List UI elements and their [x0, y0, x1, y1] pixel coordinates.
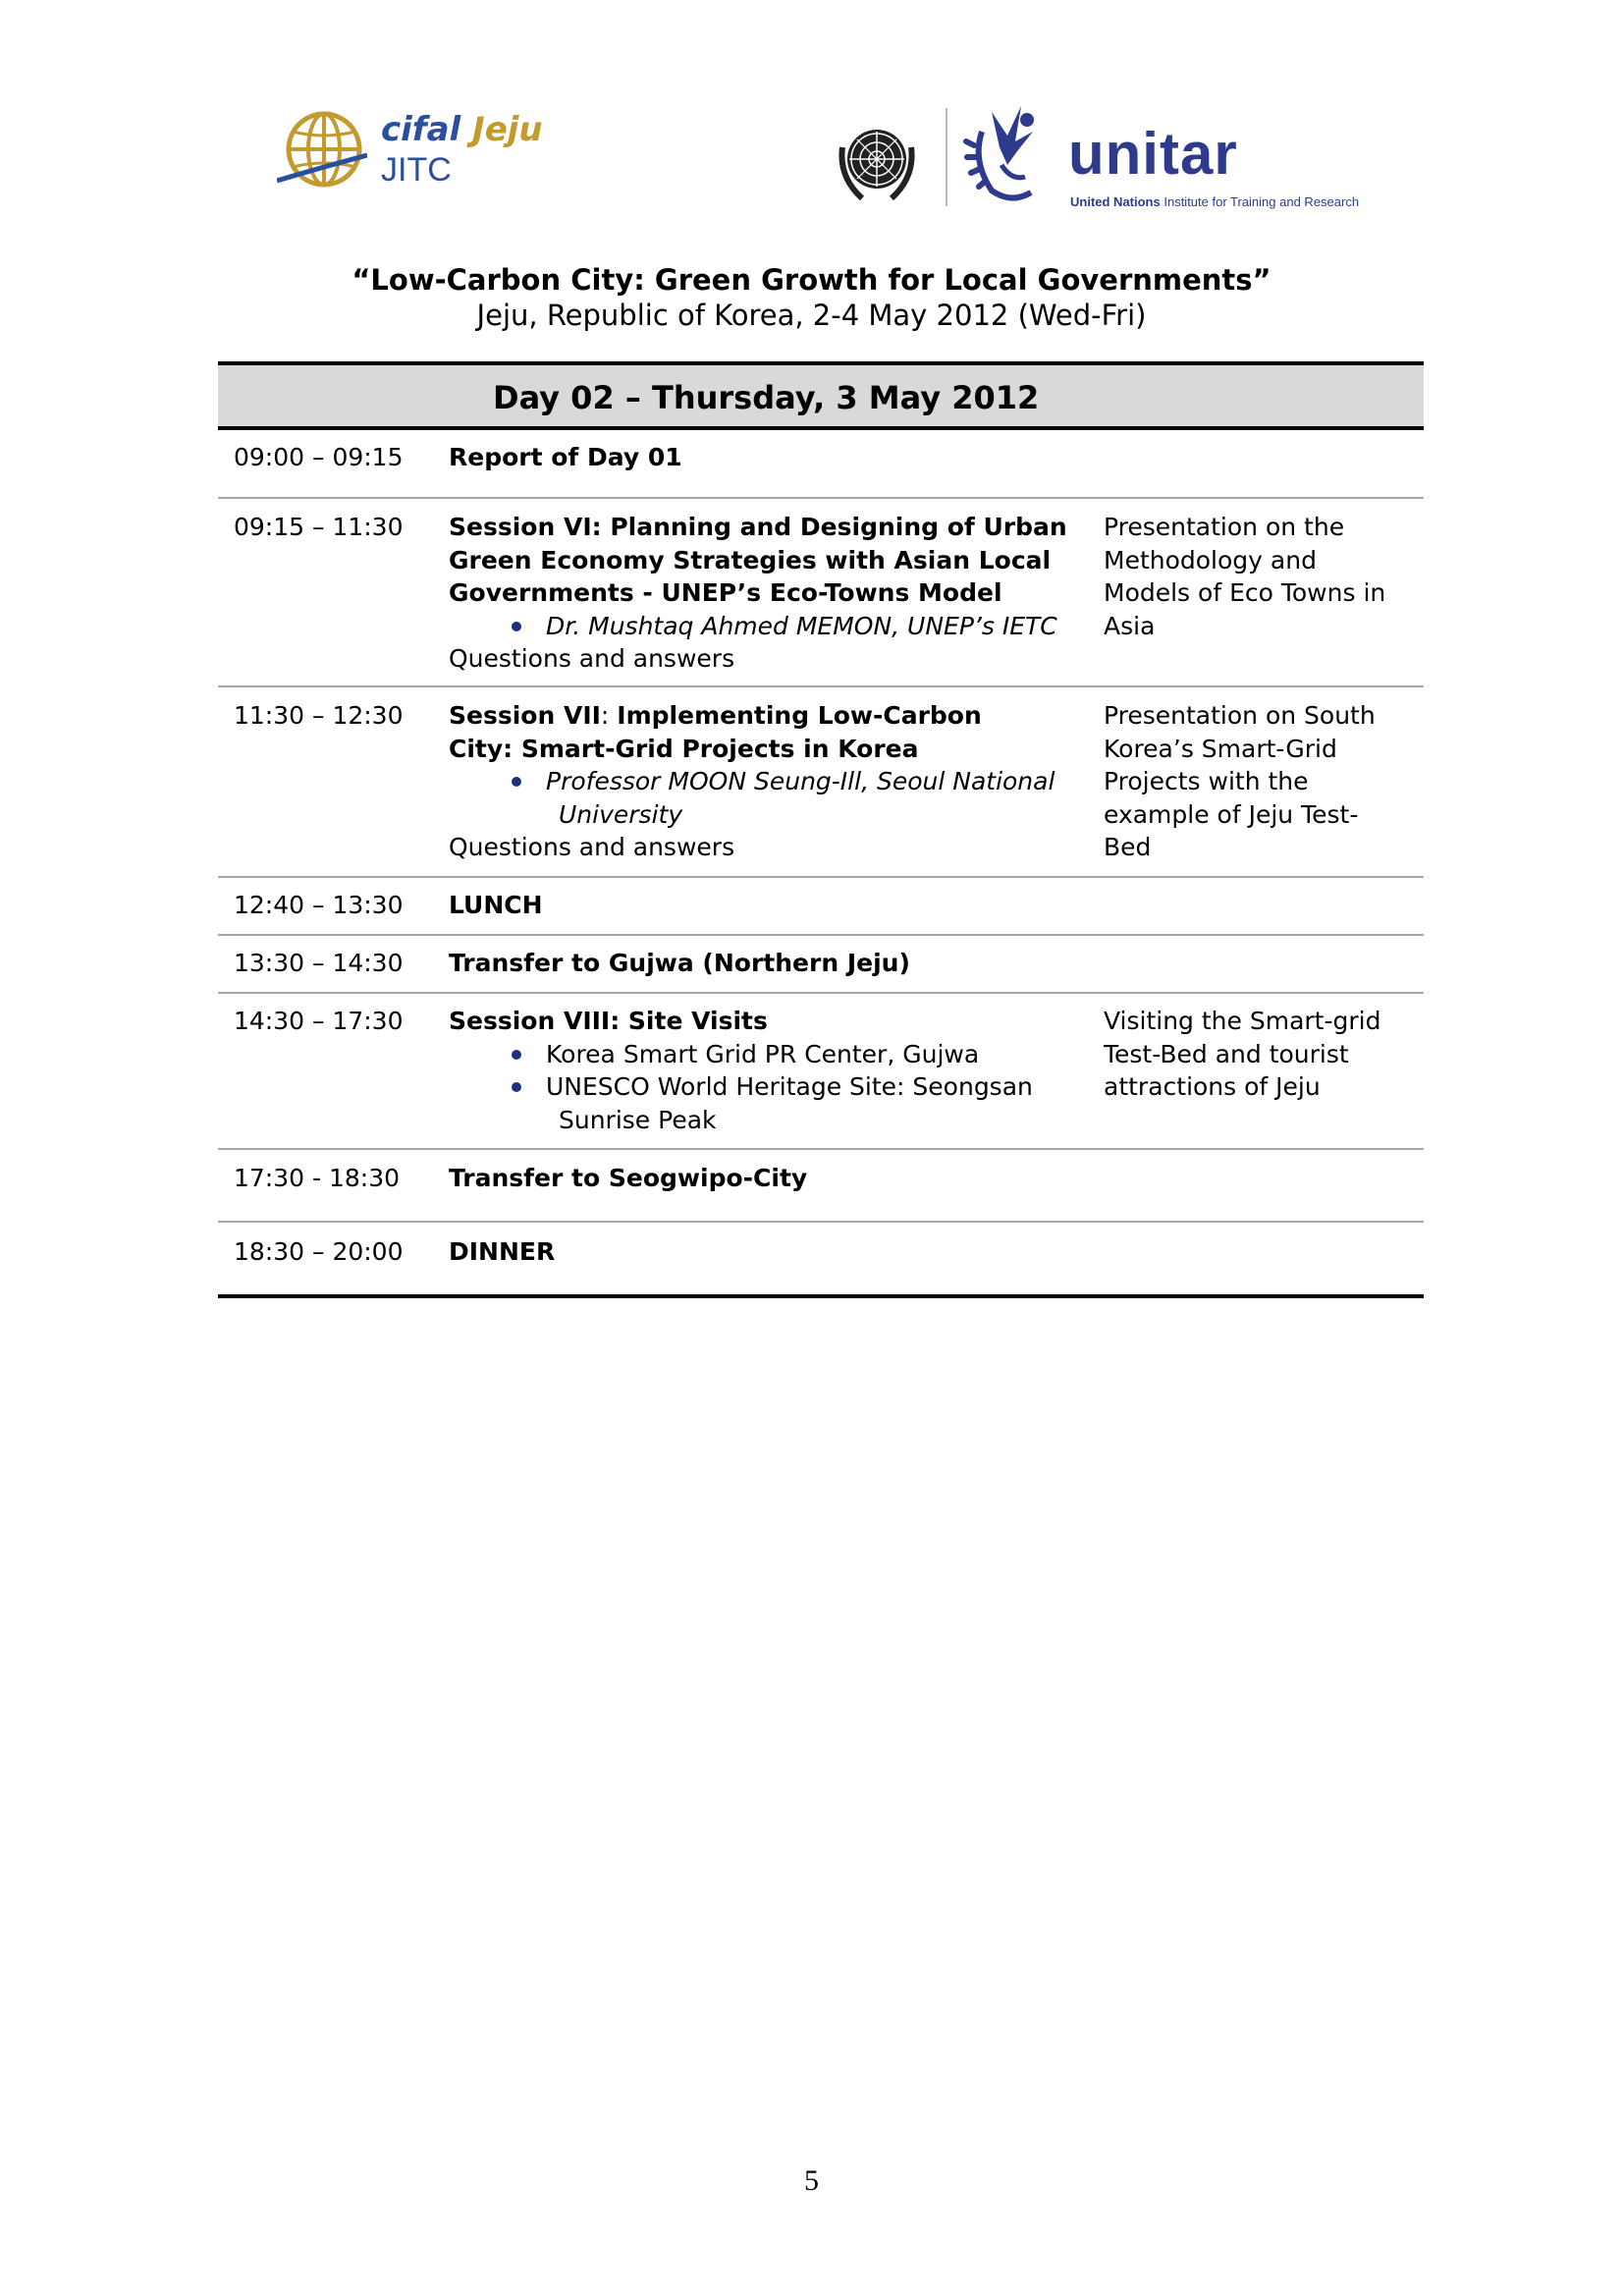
- time-cell: 12:40 – 13:30: [234, 891, 404, 919]
- note-line: example of Jeju Test-: [1104, 799, 1359, 829]
- note-line: Bed: [1104, 833, 1152, 861]
- speaker-item-continuation: University: [559, 799, 683, 829]
- cifal-logo-subtext: JITC: [381, 151, 452, 189]
- session-description: [449, 699, 1097, 864]
- table-row: [218, 878, 1424, 936]
- unitar-logo-text: unitar: [1068, 121, 1238, 187]
- note-line: Presentation on South: [1104, 701, 1376, 730]
- session-title-line: City: Smart-Grid Projects in Korea: [449, 734, 919, 763]
- table-row: [218, 1223, 1424, 1298]
- session-title: Transfer to Seogwipo-City: [449, 1164, 808, 1192]
- cifal-logo-text: cifal Jeju: [381, 110, 543, 149]
- session-note: [1104, 511, 1418, 642]
- time-cell: 09:15 – 11:30: [234, 513, 404, 541]
- note-line: Asia: [1104, 611, 1156, 640]
- speaker-name: Dr. Mushtaq Ahmed MEMON, UNEP’s IETC: [546, 611, 1057, 640]
- bullet-icon: [512, 1050, 521, 1060]
- session-title: Report of Day 01: [449, 443, 682, 471]
- table-row: [218, 1150, 1424, 1223]
- table-row: [218, 499, 1424, 687]
- session-title-line: Session VIII: Site Visits: [449, 1007, 768, 1035]
- day-header-label: Day 02 – Thursday, 3 May 2012: [493, 379, 1040, 416]
- table-row: [218, 936, 1424, 994]
- document-title: “Low-Carbon City: Green Growth for Local Governments”: [352, 263, 1271, 297]
- time-cell: 14:30 – 17:30: [234, 1007, 404, 1035]
- session-title: Transfer to Gujwa (Northern Jeju): [449, 949, 910, 977]
- time-cell: 09:00 – 09:15: [234, 443, 404, 471]
- session-title-line: Session VI: Planning and Designing of Urban: [449, 513, 1067, 541]
- visit-item: [449, 1070, 1097, 1104]
- document-subtitle: Jeju, Republic of Korea, 2-4 May 2012 (Wed-Fri): [476, 299, 1147, 332]
- page-number: 5: [804, 2164, 819, 2197]
- day-header: [218, 361, 1424, 430]
- globe-icon: [277, 110, 367, 192]
- visit-name: Korea Smart Grid PR Center, Gujwa: [546, 1039, 980, 1068]
- note-line: Korea’s Smart-Grid: [1104, 734, 1337, 763]
- session-note: [1104, 699, 1418, 864]
- table-row: [218, 994, 1424, 1150]
- session-description: [449, 511, 1097, 676]
- speaker-item: [449, 765, 1097, 798]
- visit-item-continuation: Sunrise Peak: [559, 1105, 717, 1134]
- speaker-item: [449, 610, 1097, 643]
- logo-divider: [946, 108, 947, 206]
- time-cell: 13:30 – 14:30: [234, 949, 404, 977]
- time-cell: 11:30 – 12:30: [234, 701, 404, 730]
- bullet-icon: [512, 622, 521, 631]
- note-line: Models of Eco Towns in: [1104, 578, 1386, 607]
- qa-label: Questions and answers: [449, 644, 735, 673]
- note-line: attractions of Jeju: [1104, 1072, 1321, 1101]
- visit-item: [449, 1038, 1097, 1071]
- session-title: DINNER: [449, 1237, 556, 1266]
- united-nations-emblem-icon: [833, 118, 921, 206]
- bullet-icon: [512, 777, 521, 787]
- note-line: Projects with the: [1104, 767, 1309, 795]
- session-title-line: Green Economy Strategies with Asian Local: [449, 545, 1052, 574]
- session-note: [1104, 1005, 1418, 1104]
- unitar-laurel-figure-icon: [962, 102, 1053, 204]
- schedule-table: [218, 361, 1424, 1298]
- session-title: LUNCH: [449, 891, 543, 919]
- visit-name: UNESCO World Heritage Site: Seongsan: [546, 1072, 1033, 1101]
- unitar-logo-subtext: United Nations Institute for Training and Research: [1070, 194, 1360, 209]
- session-title-line: Governments - UNEP’s Eco-Towns Model: [449, 578, 1002, 607]
- speaker-name: Professor MOON Seung-Ill, Seoul National: [546, 767, 1055, 795]
- session-description: [449, 1005, 1097, 1136]
- note-line: Presentation on the: [1104, 513, 1345, 541]
- note-line: Test-Bed and tourist: [1104, 1039, 1349, 1068]
- note-line: Visiting the Smart-grid: [1104, 1007, 1381, 1035]
- qa-label: Questions and answers: [449, 833, 735, 861]
- bullet-icon: [512, 1082, 521, 1092]
- note-line: Methodology and: [1104, 545, 1317, 574]
- table-row: [218, 687, 1424, 878]
- table-row: [218, 430, 1424, 499]
- time-cell: 18:30 – 20:00: [234, 1237, 404, 1266]
- time-cell: 17:30 - 18:30: [234, 1164, 401, 1192]
- cifal-jeju-logo: [277, 106, 571, 194]
- session-title-line: Session VII: Implementing Low-Carbon: [449, 701, 982, 730]
